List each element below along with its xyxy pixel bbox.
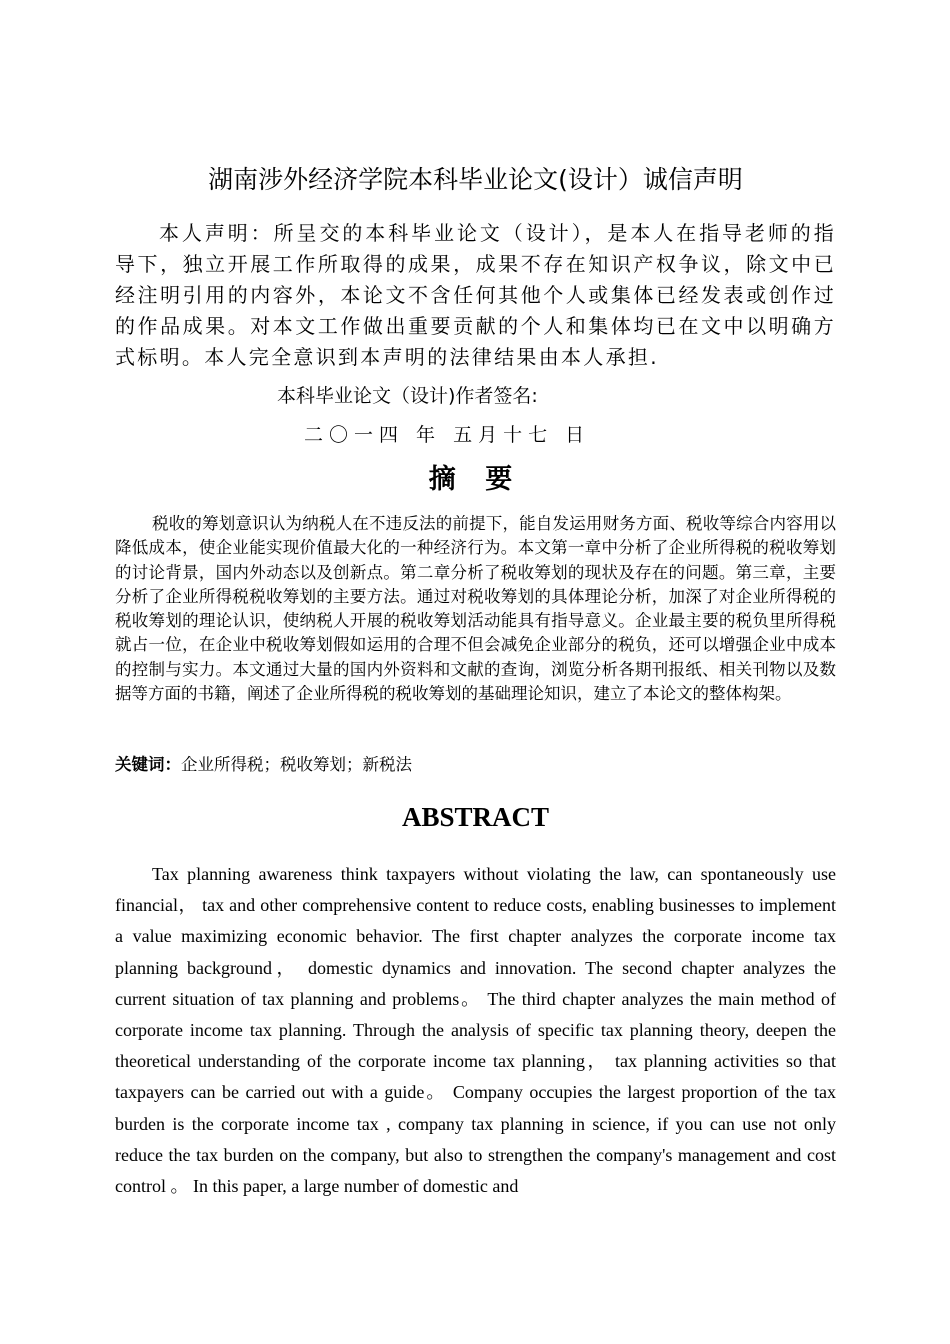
english-abstract-body: Tax planning awareness think taxpayers without violating the law, can spontaneously use financial， tax and other comprehensive content to reduce costs, enabling businesses to implement a value maximizing economic behavior. The first chapter analyzes the corporate income tax planning background， domestic dynamics and innovation. The second chapter analyzes the current situation of tax planning and problems。 The third chapter analyzes the main method of corporate income tax planning. Through the analysis of specific tax planning theory, deepen the theoretical understanding of the corporate income tax planning， tax planning activities so that taxpayers can be carried out with a guide。 Company occupies the largest proportion of the tax burden is the corporate income tax , company tax planning in science, if you can use not only reduce the tax burden on the company, but also to strengthen the company's management and cost control 。 In this paper, a large number of domestic and — [115, 864, 836, 1197]
document-title: 湖南涉外经济学院本科毕业论文(设计）诚信声明 — [208, 165, 743, 194]
keywords-label: 关键词： — [115, 755, 181, 774]
chinese-abstract-body: 税收的筹划意识认为纳税人在不违反法的前提下，能自发运用财务方面、税收等综合内容用以降低成本，使企业能实现价值最大化的一种经济行为。本文第一章中分析了企业所得税的税收筹划的讨论背景，国内外动态以及创新点。第二章分析了税收筹划的现状及存在的问题。第三章，主要分析了企业所得税税收筹划的主要方法。通过对税收筹划的具体理论分析，加深了对企业所得税的税收筹划的理论认识，使纳税人开展的税收筹划活动能具有指导意义。企业最主要的税负里所得税就占一位，在企业中税收筹划假如运用的合理不但会减免企业部分的税负，还可以增强企业中成本的控制与实力。本文通过大量的国内外资料和文献的查询，浏览分析各期刊报纸、相关刊物以及数据等方面的书籍，阐述了企业所得税的税收筹划的基础理论知识，建立了本论文的整体构架。 — [115, 514, 836, 704]
keywords-list: 企业所得税；税收筹划；新税法 — [181, 755, 412, 774]
english-abstract-heading: ABSTRACT — [401, 802, 550, 832]
chinese-abstract-heading: 摘 要 — [428, 464, 523, 495]
integrity-statement: 本人声明：所呈交的本科毕业论文（设计），是本人在指导老师的指导下，独立开展工作所取得的成果，成果不存在知识产权争议，除文中已经注明引用的内容外，本论文不含任何其他个人或集体已经发表或创作过的作品成果。对本文工作做出重要贡献的个人和集体均已在文中以明确方式标明。本人完全意识到本声明的法律结果由本人承担. — [115, 221, 836, 369]
signature-date: 二〇一四 年 五月十七 日 — [304, 424, 591, 446]
author-signature-line: 本科毕业论文（设计)作者签名: — [277, 385, 538, 407]
keywords-line — [115, 752, 836, 778]
